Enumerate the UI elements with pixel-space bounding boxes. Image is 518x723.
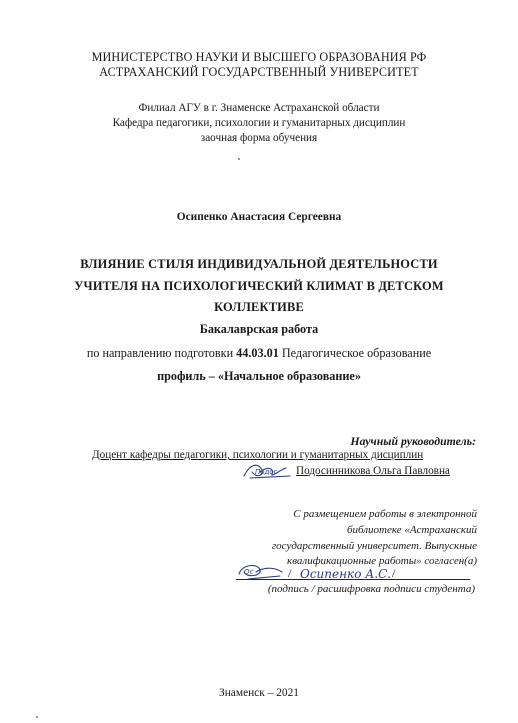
supervisor-signature-text: Подос [255, 468, 278, 476]
study-form-line: заочная форма обучения [200, 132, 318, 144]
consent-line-1: С размещением работы в электронной [293, 508, 477, 520]
student-name-handwritten-text: Осипенко А.С. [300, 567, 392, 581]
signature-slash-end: / [392, 566, 396, 580]
student-signature [236, 560, 286, 584]
signature-underline [236, 579, 470, 580]
signature-slash: / [288, 566, 292, 580]
scan-speck [238, 158, 240, 160]
consent-line-3: государственный университет. Выпускные [271, 540, 477, 552]
profile-name: «Начальное образование» [217, 369, 361, 383]
direction-code: 44.03.01 [236, 346, 279, 360]
profile-line [0, 369, 518, 384]
consent-line-2: библиотеке «Астраханский [346, 524, 477, 536]
direction-name: Педагогическое образование [281, 346, 432, 360]
city-year: Знаменск – 2021 [219, 687, 299, 699]
thesis-title-line-1: ВЛИЯНИЕ СТИЛЯ ИНДИВИДУАЛЬНОЙ ДЕЯТЕЛЬНОСТИ [80, 257, 438, 271]
supervisor-signature [240, 458, 296, 484]
supervisor-label: Научный руководитель: [350, 434, 476, 448]
ministry-line: МИНИСТЕРСТВО НАУКИ И ВЫСШЕГО ОБРАЗОВАНИЯ РФ [91, 50, 427, 64]
author-name: Осипенко Анастасия Сергеевна [176, 211, 342, 223]
profile-prefix: профиль – [157, 369, 215, 383]
scan-speck-bottom [36, 716, 38, 718]
work-type: Бакалаврская работа [199, 322, 319, 336]
branch-line: Филиал АГУ в г. Знаменске Астраханской области [138, 102, 380, 114]
signature-note: (подпись / расшифровка подписи студента) [267, 583, 475, 595]
consent-line-4: квалификационные работы» согласен(а) [287, 555, 477, 567]
direction-line [0, 346, 518, 361]
thesis-title-line-2: УЧИТЕЛЯ НА ПСИХОЛОГИЧЕСКИЙ КЛИМАТ В ДЕТСКОМ [74, 279, 444, 293]
student-signature-text: Ос [244, 568, 254, 576]
thesis-title-line-3: КОЛЛЕКТИВЕ [214, 300, 304, 314]
department-line: Кафедра педагогики, психологии и гуманитарных дисциплин [112, 117, 406, 129]
supervisor-position: Доцент кафедры педагогики, психологии и гуманитарных дисциплин [92, 449, 424, 461]
direction-prefix: по направлению подготовки [86, 346, 234, 360]
university-line: АСТРАХАНСКИЙ ГОСУДАРСТВЕННЫЙ УНИВЕРСИТЕТ [99, 65, 419, 79]
supervisor-name: Подосинникова Ольга Павловна [296, 465, 450, 477]
